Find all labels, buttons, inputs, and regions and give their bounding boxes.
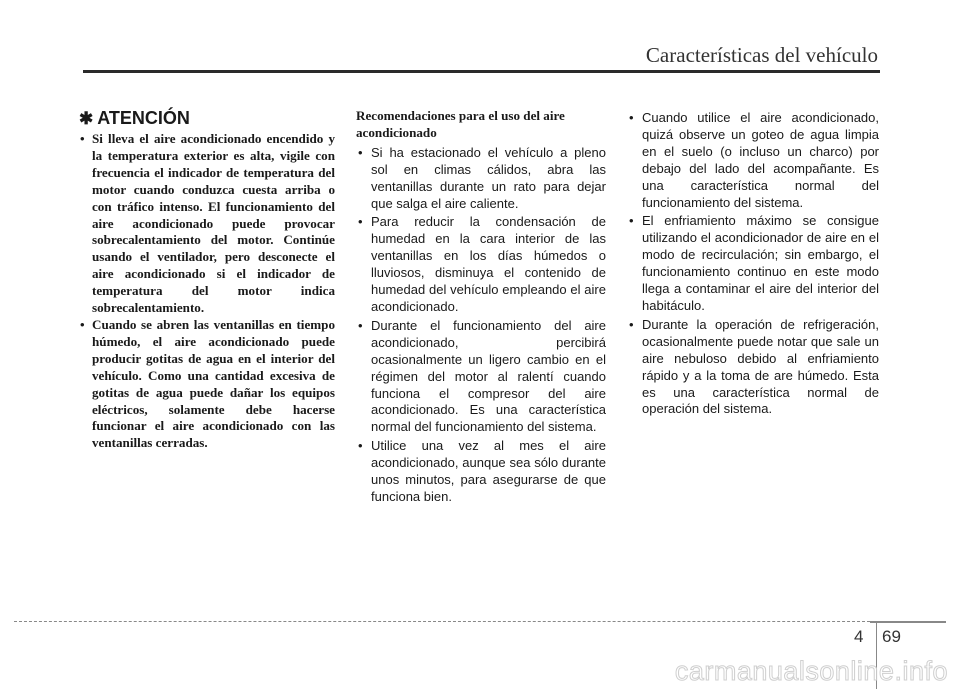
attention-column xyxy=(79,108,335,452)
page-number: 69 xyxy=(882,627,901,646)
attention-list xyxy=(79,131,335,452)
list-item: • Durante el funcionamiento del aire acondicionado, percibirá ocasionalmente un ligero cambio en el régimen del motor al ralentí cuando funciona el compresor del aire acondicionado. Es una característica normal del funcionamiento del sistema. xyxy=(356,318,606,436)
recommendations-title: Recomendaciones para el uso del aire acondicionado xyxy=(356,108,565,140)
recommendations-column xyxy=(356,108,606,508)
list-item: • Si lleva el aire acondicionado encendido y la temperatura exterior es alta, vigile con frecuencia el indicador de temperatura del motor cuando conduzca cuesta arriba o con tráfico intenso. El funcionamiento del aire acondicionado puede provocar sobrecalentamiento del motor. Continúe usando el ventilador, pero desconecte el aire acondicionado si el indicador de temperatura del motor indica sobrecalentamiento. xyxy=(79,131,335,317)
attention-heading xyxy=(79,108,335,129)
header-divider xyxy=(83,70,880,73)
list-item: • El enfriamiento máximo se consigue utilizando el acondicionador de aire en el modo de recirculación; sin embargo, el funcionamiento continuo en este modo llega a contaminar el aire del interior del habitáculo. xyxy=(627,213,879,314)
attention-title: ATENCIÓN xyxy=(97,108,190,128)
notes-list xyxy=(627,110,879,418)
list-item: • Durante la operación de refrigeración, ocasionalmente puede notar que sale un aire nebuloso debido al enfriamiento rápido y a la toma de are húmedo. Esta es una característica normal de operación del sistema. xyxy=(627,317,879,418)
list-item: • Cuando utilice el aire acondicionado, quizá observe un goteo de agua limpia en el suelo (o incluso un charco) por debajo del lado del acompañante. Es una característica normal del funcionamiento del sistema. xyxy=(627,110,879,211)
list-item: • Si ha estacionado el vehículo a pleno sol en climas cálidos, abra las ventanillas durante un rato para dejar que salga el aire caliente. xyxy=(356,145,606,213)
notes-column xyxy=(627,110,879,420)
list-item: • Utilice una vez al mes el aire acondicionado, aunque sea sólo durante unos minutos, para asegurarse de que funciona bien. xyxy=(356,438,606,506)
list-item: • Para reducir la condensación de humedad en la cara interior de las ventanillas en los días húmedos o lluviosos, disminuya el contenido de humedad del vehículo empleando el aire acondicionado. xyxy=(356,214,606,315)
footer-dashed-rule xyxy=(14,621,870,622)
watermark: carmanualsonline.info xyxy=(674,656,948,686)
asterisk-icon: ✱ xyxy=(79,108,94,128)
page-header-title: Características del vehículo xyxy=(645,43,878,67)
list-item: • Cuando se abren las ventanillas en tiempo húmedo, el aire acondicionado puede producir gotitas de agua en el interior del vehículo. Como una cantidad excesiva de gotitas de agua puede dañar los equipos eléctricos, solamente debe hacerse funcionar el aire acondicionado con las ventanillas cerradas. xyxy=(79,317,335,452)
recommendations-list xyxy=(356,145,606,506)
chapter-number: 4 xyxy=(854,627,864,646)
footer-solid-rule xyxy=(870,621,946,623)
